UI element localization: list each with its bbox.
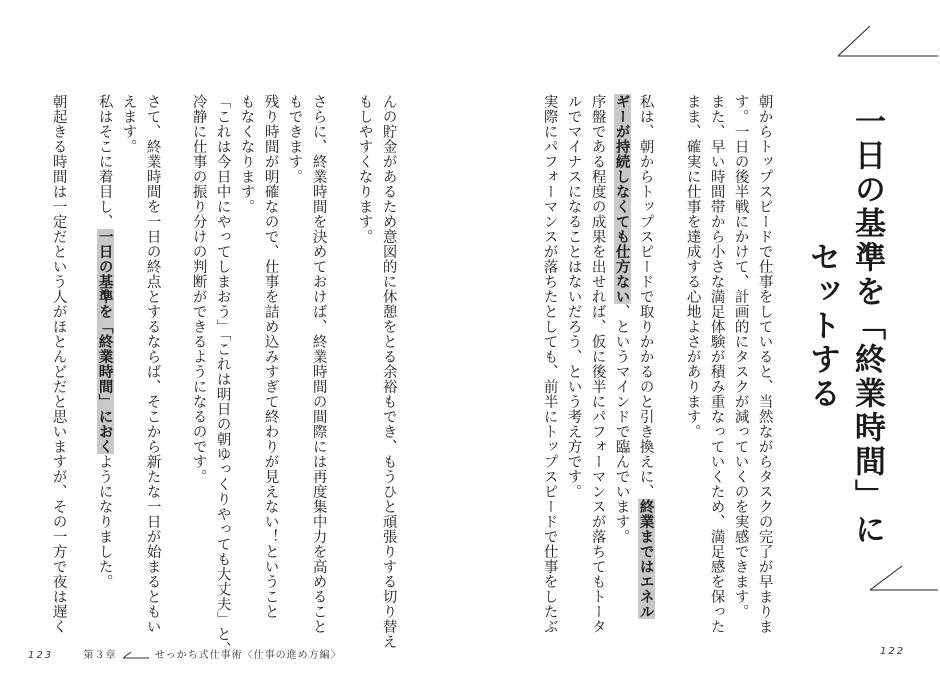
text-line: 序盤である程度の成果を出せれば、仮に後半にパフォーマンスが落ちてもトータ xyxy=(589,94,606,634)
text-line: 残り時間が明確なので、仕事を詰め込みすぎて終わりが見えない！ということ xyxy=(262,94,279,619)
text-line: もしやすくなります。 xyxy=(356,94,373,244)
text-line: 冷静に仕事の振り分けの判断ができるようになるのです。 xyxy=(190,94,207,484)
highlight-text: 一日の基準を「終業時間」におく xyxy=(96,229,114,454)
chapter-label: 第３章 xyxy=(83,650,117,661)
chapter-arrow-icon xyxy=(121,650,151,660)
left-page-number: 123 xyxy=(28,650,54,661)
bottom-right-corner-decoration xyxy=(830,560,940,620)
text-line: また、早い時間帯から小さな満足体験が積み重なっていくため、満足感を保った xyxy=(708,94,725,634)
text-line: す。一日の後半戦にかけて、計画的にタスクが減っていくのを実感できます。 xyxy=(732,94,749,619)
text-line: さらに、終業時間を決めておけば、終業時間の間際には再度集中力を高めること xyxy=(310,94,327,634)
text-line: ルでマイナスになることはないだろう、という考え方です。 xyxy=(565,94,582,499)
text-line: もなくなります。 xyxy=(238,94,255,214)
text-line: んの貯金があるため意図的に休憩をとる余裕もでき、もうひと頑張りする切り替え xyxy=(380,94,397,649)
text-line: 実際にパフォーマンスが落ちたとしても、前半にトップスピードで仕事をしたぶ xyxy=(541,94,558,634)
text-line: 朝起きる時間は一定だという人がほとんどだと思いますが、その一方で夜は遅く xyxy=(50,94,67,634)
highlight-text: ギーが持続しなくても仕方ない xyxy=(613,94,631,304)
text-line: 私はそこに着目し、一日の基準を「終業時間」におくようになりました。 xyxy=(96,94,114,589)
text-line: 「これは今日中にやってしまおう」「これは明日の朝ゆっくりやっても大丈夫」と、 xyxy=(214,94,231,657)
highlight-text: 終業まではエネル xyxy=(637,499,655,619)
left-page-footer xyxy=(28,646,342,661)
text-line: もできます。 xyxy=(286,94,303,184)
section-title: 一日の基準を「終業時間」にセットする xyxy=(804,105,885,547)
text-line: ギーが持続しなくても仕方ない、というマインドで臨んでいます。 xyxy=(613,94,631,544)
text-line: 朝からトップスピードで仕事をしていると、当然ながらタスクの完了が早まりま xyxy=(756,94,773,634)
text-line: さて、終業時間を一日の終点とするならば、そこから新たな一日が始まるともい xyxy=(144,94,161,634)
chapter-title: せっかち式仕事術〈仕事の進め方編〉 xyxy=(154,650,342,661)
text-line: えます。 xyxy=(120,94,137,154)
top-right-corner-decoration xyxy=(830,20,940,80)
text-line: 私は、朝からトップスピードで取りかかるのと引き換えに、終業まではエネル xyxy=(637,94,655,619)
right-page-number: 122 xyxy=(880,646,906,657)
text-line: まま、確実に仕事を達成する心地よさがあります。 xyxy=(684,94,701,439)
